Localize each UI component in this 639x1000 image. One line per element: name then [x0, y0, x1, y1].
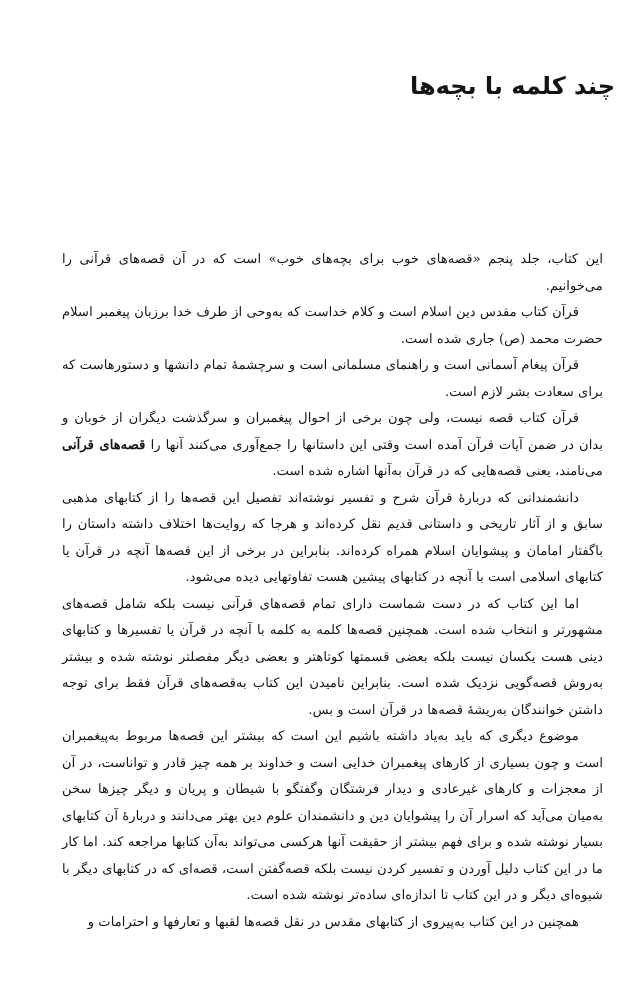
quranic-stories-term: قصه‌های قرآنی — [62, 437, 146, 453]
paragraph-5: دانشمندانی که دربارهٔ قرآن شرح و تفسیر نوشته‌اند تفصیل این قصه‌ها را از کتابهای مذهبی سابق و از آثار تاریخی و داستانی قدیم نقل کرده‌اند و هرجا که روایت‌ها اختلاف داشته داستان را باگفتار امامان و پیشوایان اسلام همراه کرده‌اند. بنابراین در برخی از این قصه‌ها آنچه در قرآن یا کتابهای اسلامی است با آنچه در کتابهای پیشین هست تفاوتهایی دیده می‌شود. — [62, 490, 603, 585]
body-text — [62, 247, 603, 936]
paragraph-3: قرآن پیغام آسمانی است و راهنمای مسلمانی است و سرچشمهٔ تمام دانشها و دستورهاست که برای سعادت بشر لازم است. — [62, 358, 603, 400]
chapter-title: چند کلمه با بچه‌ها — [410, 72, 615, 100]
paragraph-6: اما این کتاب که در دست شماست دارای تمام قصه‌های قرآنی نیست بلکه شامل قصه‌های مشهورتر و انتخاب شده است. همچنین قصه‌ها کلمه به کلمه با آنچه در قرآن یا تفسیرها و کتابهای دینی هست یکسان نیست بلکه بعضی قسمتها کوتاهتر و بعضی دیگر مفصلتر نوشته شده و بیشتر به‌روش قصه‌گویی نزدیک شده است. بنابراین نامیدن این کتاب به‌قصه‌های قرآن فقط برای توجه داشتن خوانندگان به‌ریشهٔ قصه‌ها در قرآن است و بس. — [62, 596, 603, 718]
paragraph-1: این کتاب، جلد پنجم «قصه‌های خوب برای بچه‌های خوب» است که در آن قصه‌های قرآنی را می‌خوانیم. — [62, 252, 603, 294]
paragraph-2: قرآن کتاب مقدس دین اسلام است و کلام خداست که به‌وحی از طرف خدا برزبان پیغمبر اسلام حضرت محمد (ص) جاری شده است. — [62, 305, 603, 347]
paragraph-4-text: قرآن کتاب قصه نیست، ولی چون برخی از احوال پیغمبران و سرگذشت دیگران از خوبان و بدان در ضمن آیات قرآن آمده است وقتی این داستانها را جمع‌آوری می‌کنند آنها را — [62, 411, 604, 453]
paragraph-8: همچنین در این کتاب به‌پیروی از کتابهای مقدس در نقل قصه‌ها لقبها و تعارفها و احترامات و — [87, 914, 579, 930]
paragraph-7: موضوع دیگری که باید به‌یاد داشته باشیم این است که بیشتر این قصه‌ها مربوط به‌پیغمبران است و چون بسیاری از کارهای پیغمبران خدایی است و خداوند بر همه چیز قادر و تواناست، در آن از معجزات و کارهای غیرعادی و دیدار فرشتگان وگفتگو با شیطان و پریان و دیگر چیزها سخن به‌میان می‌آید که اسرار آن را پیشوایان دین و دانشمندان علوم دین بهتر می‌دانند و دربارهٔ آن کتابهای بسیار نوشته شده و برای فهم بیشتر از حقیقت آنها هرکسی می‌تواند به‌آن کتابها مراجعه کند. اما کار ما در این کتاب دلیل آوردن و تفسیر کردن نیست بلکه قصه‌گفتن است، قصه‌ای که در کتابهای دیگر با شیوه‌ای دیگر و در این کتاب تا اندازه‌ای ساده‌تر نوشته شده است. — [62, 729, 603, 903]
paragraph-4-end: می‌نامند، یعنی قصه‌هایی که در قرآن به‌آنها اشاره شده است. — [272, 464, 603, 479]
paragraph-4 — [62, 406, 603, 486]
